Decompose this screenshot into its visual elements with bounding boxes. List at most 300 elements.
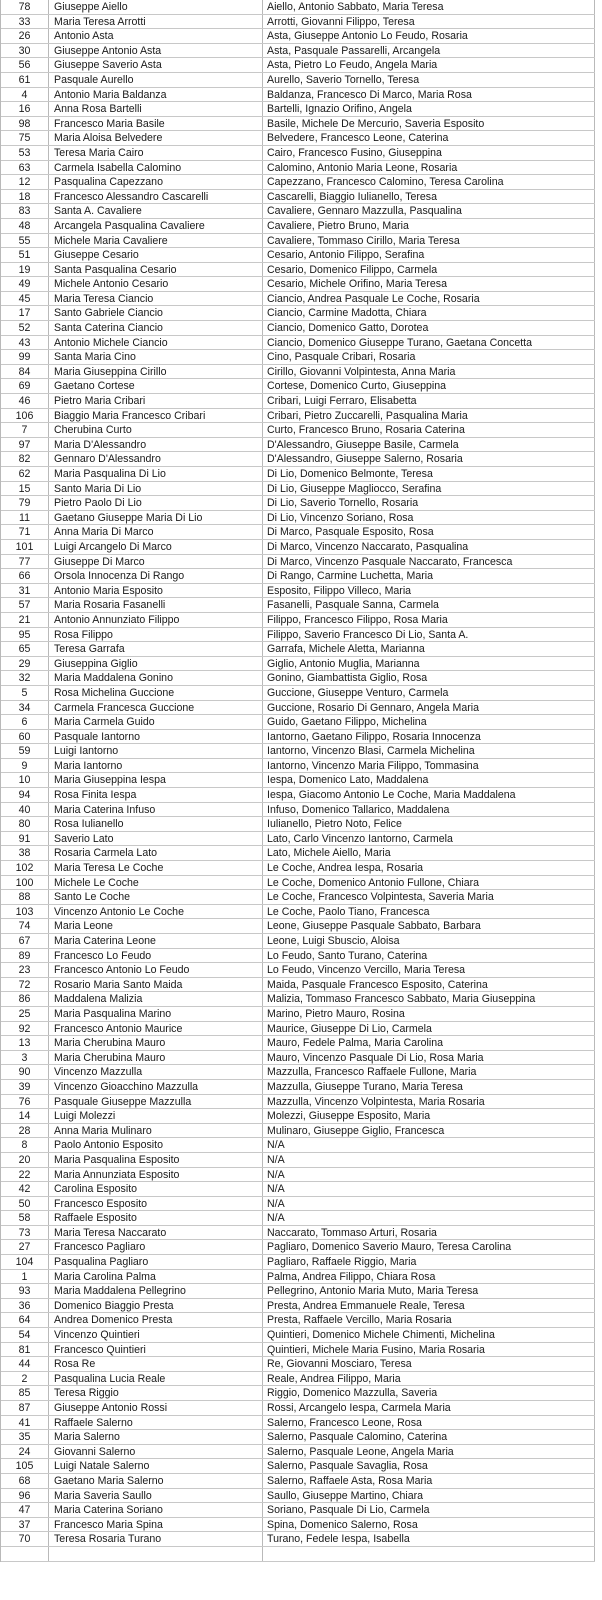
table-row[interactable]: [1, 1211, 595, 1226]
table-row[interactable]: [1, 1197, 595, 1212]
parents-cell[interactable]: Soriano, Pasquale Di Lio, Carmela: [263, 1503, 595, 1517]
table-row[interactable]: [1, 1168, 595, 1183]
table-row[interactable]: [1, 248, 595, 263]
table-row[interactable]: [1, 744, 595, 759]
table-row[interactable]: [1, 1080, 595, 1095]
table-row[interactable]: [1, 1065, 595, 1080]
record-id-cell[interactable]: 19: [1, 263, 49, 277]
child-name-cell[interactable]: Maria Leone: [49, 919, 263, 933]
child-name-cell[interactable]: Maria Caterina Infuso: [49, 803, 263, 817]
table-row[interactable]: [1, 117, 595, 132]
parents-cell[interactable]: Iespa, Giacomo Antonio Le Coche, Maria Maddalena: [263, 788, 595, 802]
child-name-cell[interactable]: Pasqualina Capezzano: [49, 175, 263, 189]
record-id-cell[interactable]: 50: [1, 1197, 49, 1211]
parents-cell[interactable]: D'Alessandro, Giuseppe Salerno, Rosaria: [263, 452, 595, 466]
table-row[interactable]: [1, 1270, 595, 1285]
record-id-cell[interactable]: 24: [1, 1445, 49, 1459]
record-id-cell[interactable]: 22: [1, 1168, 49, 1182]
table-row[interactable]: [1, 861, 595, 876]
child-name-cell[interactable]: Carmela Isabella Calomino: [49, 161, 263, 175]
table-row[interactable]: [1, 1124, 595, 1139]
table-row[interactable]: [1, 58, 595, 73]
child-name-cell[interactable]: Carmela Francesca Guccione: [49, 701, 263, 715]
record-id-cell[interactable]: 62: [1, 467, 49, 481]
child-name-cell[interactable]: Francesco Pagliaro: [49, 1240, 263, 1254]
table-row[interactable]: [1, 832, 595, 847]
table-row[interactable]: [1, 1284, 595, 1299]
record-id-cell[interactable]: 53: [1, 146, 49, 160]
table-row[interactable]: [1, 584, 595, 599]
record-id-cell[interactable]: 55: [1, 234, 49, 248]
parents-cell[interactable]: Presta, Raffaele Vercillo, Maria Rosaria: [263, 1313, 595, 1327]
child-name-cell[interactable]: Pasquale Aurello: [49, 73, 263, 87]
parents-cell[interactable]: N/A: [263, 1197, 595, 1211]
child-name-cell[interactable]: Maria Carmela Guido: [49, 715, 263, 729]
parents-cell[interactable]: Fasanelli, Pasquale Sanna, Carmela: [263, 598, 595, 612]
child-name-cell[interactable]: Paolo Antonio Esposito: [49, 1138, 263, 1152]
table-row[interactable]: [1, 1226, 595, 1241]
table-row[interactable]: [1, 175, 595, 190]
parents-cell[interactable]: Asta, Pietro Lo Feudo, Angela Maria: [263, 58, 595, 72]
child-name-cell[interactable]: Santa A. Cavaliere: [49, 204, 263, 218]
child-name-cell[interactable]: Rosa Re: [49, 1357, 263, 1371]
parents-cell[interactable]: Salerno, Pasquale Calomino, Caterina: [263, 1430, 595, 1444]
parents-cell[interactable]: N/A: [263, 1153, 595, 1167]
record-id-cell[interactable]: 17: [1, 306, 49, 320]
record-id-cell[interactable]: 80: [1, 817, 49, 831]
table-row[interactable]: [1, 715, 595, 730]
parents-cell[interactable]: Cavaliere, Gennaro Mazzulla, Pasqualina: [263, 204, 595, 218]
child-name-cell[interactable]: Rosa Finita Iespa: [49, 788, 263, 802]
table-row[interactable]: [1, 467, 595, 482]
record-id-cell[interactable]: 99: [1, 350, 49, 364]
table-row[interactable]: [1, 1022, 595, 1037]
table-row[interactable]: [1, 423, 595, 438]
parents-cell[interactable]: Bartelli, Ignazio Orifino, Angela: [263, 102, 595, 116]
table-row[interactable]: [1, 949, 595, 964]
record-id-cell[interactable]: 105: [1, 1459, 49, 1473]
table-row[interactable]: [1, 511, 595, 526]
table-row[interactable]: [1, 846, 595, 861]
parents-cell[interactable]: Asta, Pasquale Passarelli, Arcangela: [263, 44, 595, 58]
parents-cell[interactable]: Saullo, Giuseppe Martino, Chiara: [263, 1489, 595, 1503]
record-id-cell[interactable]: 76: [1, 1095, 49, 1109]
record-id-cell[interactable]: 43: [1, 336, 49, 350]
child-name-cell[interactable]: Francesco Antonio Maurice: [49, 1022, 263, 1036]
record-id-cell[interactable]: 40: [1, 803, 49, 817]
child-name-cell[interactable]: Giuseppina Giglio: [49, 657, 263, 671]
parents-cell[interactable]: D'Alessandro, Giuseppe Basile, Carmela: [263, 438, 595, 452]
child-name-cell[interactable]: Francesco Maria Basile: [49, 117, 263, 131]
parents-cell[interactable]: Quintieri, Michele Maria Fusino, Maria Rosaria: [263, 1343, 595, 1357]
parents-cell[interactable]: Iespa, Domenico Lato, Maddalena: [263, 773, 595, 787]
child-name-cell[interactable]: Santa Caterina Ciancio: [49, 321, 263, 335]
table-row[interactable]: [1, 190, 595, 205]
record-id-cell[interactable]: 38: [1, 846, 49, 860]
table-row[interactable]: [1, 350, 595, 365]
record-id-cell[interactable]: 46: [1, 394, 49, 408]
table-row[interactable]: [1, 1036, 595, 1051]
child-name-cell[interactable]: Saverio Lato: [49, 832, 263, 846]
record-id-cell[interactable]: 86: [1, 992, 49, 1006]
record-id-cell[interactable]: 69: [1, 379, 49, 393]
child-name-cell[interactable]: Maria Pasqualina Esposito: [49, 1153, 263, 1167]
child-name-cell[interactable]: Giuseppe Di Marco: [49, 555, 263, 569]
parents-cell[interactable]: Cesario, Antonio Filippo, Serafina: [263, 248, 595, 262]
child-name-cell[interactable]: Maria Iantorno: [49, 759, 263, 773]
record-id-cell[interactable]: 88: [1, 890, 49, 904]
parents-cell[interactable]: Mauro, Vincenzo Pasquale Di Lio, Rosa Maria: [263, 1051, 595, 1065]
record-id-cell[interactable]: 16: [1, 102, 49, 116]
child-name-cell[interactable]: Pietro Paolo Di Lio: [49, 496, 263, 510]
record-id-cell[interactable]: 57: [1, 598, 49, 612]
child-name-cell[interactable]: Gaetano Maria Salerno: [49, 1474, 263, 1488]
parents-cell[interactable]: Lo Feudo, Santo Turano, Caterina: [263, 949, 595, 963]
child-name-cell[interactable]: Maria Rosaria Fasanelli: [49, 598, 263, 612]
parents-cell[interactable]: Capezzano, Francesco Calomino, Teresa Carolina: [263, 175, 595, 189]
record-id-cell[interactable]: 102: [1, 861, 49, 875]
table-row[interactable]: [1, 1474, 595, 1489]
parents-cell[interactable]: Aurello, Saverio Tornello, Teresa: [263, 73, 595, 87]
parents-cell[interactable]: N/A: [263, 1138, 595, 1152]
record-id-cell[interactable]: 64: [1, 1313, 49, 1327]
table-row[interactable]: [1, 1109, 595, 1124]
parents-cell[interactable]: Cascarelli, Biaggio Iulianello, Teresa: [263, 190, 595, 204]
child-name-cell[interactable]: Vincenzo Quintieri: [49, 1328, 263, 1342]
child-name-cell[interactable]: Maria Salerno: [49, 1430, 263, 1444]
table-row[interactable]: [1, 263, 595, 278]
record-id-cell[interactable]: 60: [1, 730, 49, 744]
record-id-cell[interactable]: 39: [1, 1080, 49, 1094]
table-row[interactable]: [1, 963, 595, 978]
table-row[interactable]: [1, 277, 595, 292]
parents-cell[interactable]: Guccione, Rosario Di Gennaro, Angela Maria: [263, 701, 595, 715]
record-id-cell[interactable]: 87: [1, 1401, 49, 1415]
record-id-cell[interactable]: 82: [1, 452, 49, 466]
parents-cell[interactable]: Esposito, Filippo Villeco, Maria: [263, 584, 595, 598]
table-row[interactable]: [1, 219, 595, 234]
parents-cell[interactable]: Cairo, Francesco Fusino, Giuseppina: [263, 146, 595, 160]
record-id-cell[interactable]: 25: [1, 1007, 49, 1021]
child-name-cell[interactable]: Maria Teresa Arrotti: [49, 15, 263, 29]
table-row[interactable]: [1, 29, 595, 44]
record-id-cell[interactable]: 52: [1, 321, 49, 335]
parents-cell[interactable]: Gonino, Giambattista Giglio, Rosa: [263, 671, 595, 685]
child-name-cell[interactable]: Giuseppe Saverio Asta: [49, 58, 263, 72]
record-id-cell[interactable]: 6: [1, 715, 49, 729]
child-name-cell[interactable]: Vincenzo Antonio Le Coche: [49, 905, 263, 919]
child-name-cell[interactable]: Domenico Biaggio Presta: [49, 1299, 263, 1313]
parents-cell[interactable]: Le Coche, Domenico Antonio Fullone, Chiara: [263, 876, 595, 890]
table-row[interactable]: [1, 146, 595, 161]
record-id-cell[interactable]: 96: [1, 1489, 49, 1503]
parents-cell[interactable]: Salerno, Francesco Leone, Rosa: [263, 1416, 595, 1430]
child-name-cell[interactable]: Anna Maria Mulinaro: [49, 1124, 263, 1138]
record-id-cell[interactable]: 23: [1, 963, 49, 977]
parents-cell[interactable]: Garrafa, Michele Aletta, Marianna: [263, 642, 595, 656]
child-name-cell[interactable]: Carolina Esposito: [49, 1182, 263, 1196]
table-row[interactable]: [1, 306, 595, 321]
record-id-cell[interactable]: 92: [1, 1022, 49, 1036]
record-id-cell[interactable]: [1, 1547, 49, 1561]
record-id-cell[interactable]: 93: [1, 1284, 49, 1298]
table-row[interactable]: [1, 759, 595, 774]
parents-cell[interactable]: Di Lio, Vincenzo Soriano, Rosa: [263, 511, 595, 525]
record-id-cell[interactable]: 68: [1, 1474, 49, 1488]
parents-cell[interactable]: Di Lio, Giuseppe Magliocco, Serafina: [263, 482, 595, 496]
table-row[interactable]: [1, 1138, 595, 1153]
child-name-cell[interactable]: Anna Rosa Bartelli: [49, 102, 263, 116]
parents-cell[interactable]: Leone, Giuseppe Pasquale Sabbato, Barbara: [263, 919, 595, 933]
child-name-cell[interactable]: Teresa Riggio: [49, 1386, 263, 1400]
record-id-cell[interactable]: 3: [1, 1051, 49, 1065]
parents-cell[interactable]: Iantorno, Vincenzo Maria Filippo, Tommasina: [263, 759, 595, 773]
table-row[interactable]: [1, 204, 595, 219]
table-row[interactable]: [1, 438, 595, 453]
record-id-cell[interactable]: 21: [1, 613, 49, 627]
child-name-cell[interactable]: Maria Maddalena Gonino: [49, 671, 263, 685]
table-row[interactable]: [1, 1445, 595, 1460]
child-name-cell[interactable]: Santo Gabriele Ciancio: [49, 306, 263, 320]
record-id-cell[interactable]: 65: [1, 642, 49, 656]
record-id-cell[interactable]: 79: [1, 496, 49, 510]
record-id-cell[interactable]: 73: [1, 1226, 49, 1240]
table-row[interactable]: [1, 701, 595, 716]
parents-cell[interactable]: Salerno, Raffaele Asta, Rosa Maria: [263, 1474, 595, 1488]
child-name-cell[interactable]: Pasqualina Pagliaro: [49, 1255, 263, 1269]
table-row[interactable]: [1, 131, 595, 146]
table-row[interactable]: [1, 1095, 595, 1110]
table-row[interactable]: [1, 394, 595, 409]
parents-cell[interactable]: Cribari, Luigi Ferraro, Elisabetta: [263, 394, 595, 408]
parents-cell[interactable]: N/A: [263, 1182, 595, 1196]
table-row[interactable]: [1, 1386, 595, 1401]
parents-cell[interactable]: Pagliaro, Domenico Saverio Mauro, Teresa Carolina: [263, 1240, 595, 1254]
parents-cell[interactable]: Calomino, Antonio Maria Leone, Rosaria: [263, 161, 595, 175]
child-name-cell[interactable]: Michele Maria Cavaliere: [49, 234, 263, 248]
table-row[interactable]: [1, 1416, 595, 1431]
record-id-cell[interactable]: 4: [1, 88, 49, 102]
parents-cell[interactable]: Mazzulla, Vincenzo Volpintesta, Maria Rosaria: [263, 1095, 595, 1109]
parents-cell[interactable]: Guido, Gaetano Filippo, Michelina: [263, 715, 595, 729]
table-row[interactable]: [1, 598, 595, 613]
record-id-cell[interactable]: 59: [1, 744, 49, 758]
table-row[interactable]: [1, 919, 595, 934]
child-name-cell[interactable]: Teresa Garrafa: [49, 642, 263, 656]
child-name-cell[interactable]: Maria Giuseppina Iespa: [49, 773, 263, 787]
parents-cell[interactable]: Salerno, Pasquale Leone, Angela Maria: [263, 1445, 595, 1459]
table-row[interactable]: [1, 569, 595, 584]
child-name-cell[interactable]: Giovanni Salerno: [49, 1445, 263, 1459]
record-id-cell[interactable]: 66: [1, 569, 49, 583]
record-id-cell[interactable]: 54: [1, 1328, 49, 1342]
child-name-cell[interactable]: Luigi Natale Salerno: [49, 1459, 263, 1473]
child-name-cell[interactable]: Anna Maria Di Marco: [49, 525, 263, 539]
record-id-cell[interactable]: 56: [1, 58, 49, 72]
record-id-cell[interactable]: 75: [1, 131, 49, 145]
table-row[interactable]: [1, 15, 595, 30]
parents-cell[interactable]: Le Coche, Francesco Volpintesta, Saveria Maria: [263, 890, 595, 904]
parents-cell[interactable]: Cortese, Domenico Curto, Giuseppina: [263, 379, 595, 393]
record-id-cell[interactable]: 1: [1, 1270, 49, 1284]
parents-cell[interactable]: Cribari, Pietro Zuccarelli, Pasqualina Maria: [263, 409, 595, 423]
record-id-cell[interactable]: 89: [1, 949, 49, 963]
table-row[interactable]: [1, 1153, 595, 1168]
record-id-cell[interactable]: 27: [1, 1240, 49, 1254]
child-name-cell[interactable]: Arcangela Pasqualina Cavaliere: [49, 219, 263, 233]
parents-cell[interactable]: N/A: [263, 1211, 595, 1225]
record-id-cell[interactable]: 97: [1, 438, 49, 452]
parents-cell[interactable]: Ciancio, Carmine Madotta, Chiara: [263, 306, 595, 320]
parents-cell[interactable]: Mazzulla, Giuseppe Turano, Maria Teresa: [263, 1080, 595, 1094]
record-id-cell[interactable]: 5: [1, 686, 49, 700]
child-name-cell[interactable]: Giuseppe Antonio Asta: [49, 44, 263, 58]
record-id-cell[interactable]: 70: [1, 1532, 49, 1546]
table-row[interactable]: [1, 905, 595, 920]
child-name-cell[interactable]: Raffaele Esposito: [49, 1211, 263, 1225]
parents-cell[interactable]: Naccarato, Tommaso Arturi, Rosaria: [263, 1226, 595, 1240]
record-id-cell[interactable]: 14: [1, 1109, 49, 1123]
child-name-cell[interactable]: Francesco Esposito: [49, 1197, 263, 1211]
record-id-cell[interactable]: 10: [1, 773, 49, 787]
child-name-cell[interactable]: Pasqualina Lucia Reale: [49, 1372, 263, 1386]
child-name-cell[interactable]: Teresa Rosaria Turano: [49, 1532, 263, 1546]
child-name-cell[interactable]: Francesco Antonio Lo Feudo: [49, 963, 263, 977]
parents-cell[interactable]: Cino, Pasquale Cribari, Rosaria: [263, 350, 595, 364]
table-row[interactable]: [1, 452, 595, 467]
parents-cell[interactable]: Cavaliere, Pietro Bruno, Maria: [263, 219, 595, 233]
table-row[interactable]: [1, 409, 595, 424]
record-id-cell[interactable]: 85: [1, 1386, 49, 1400]
table-row[interactable]: [1, 788, 595, 803]
parents-cell[interactable]: Di Lio, Saverio Tornello, Rosaria: [263, 496, 595, 510]
table-row[interactable]: [1, 540, 595, 555]
child-name-cell[interactable]: Rosa Iulianello: [49, 817, 263, 831]
child-name-cell[interactable]: Maria Pasqualina Marino: [49, 1007, 263, 1021]
parents-cell[interactable]: Quintieri, Domenico Michele Chimenti, Michelina: [263, 1328, 595, 1342]
record-id-cell[interactable]: 20: [1, 1153, 49, 1167]
child-name-cell[interactable]: Luigi Iantorno: [49, 744, 263, 758]
child-name-cell[interactable]: Luigi Arcangelo Di Marco: [49, 540, 263, 554]
table-row[interactable]: [1, 1372, 595, 1387]
parents-cell[interactable]: Filippo, Francesco Filippo, Rosa Maria: [263, 613, 595, 627]
parents-cell[interactable]: Malizia, Tommaso Francesco Sabbato, Maria Giuseppina: [263, 992, 595, 1006]
table-row[interactable]: [1, 1313, 595, 1328]
parents-cell[interactable]: Di Marco, Vincenzo Pasquale Naccarato, Francesca: [263, 555, 595, 569]
child-name-cell[interactable]: Maria Caterina Leone: [49, 934, 263, 948]
table-row[interactable]: [1, 803, 595, 818]
table-row[interactable]: [1, 379, 595, 394]
child-name-cell[interactable]: Francesco Quintieri: [49, 1343, 263, 1357]
parents-cell[interactable]: Mulinaro, Giuseppe Giglio, Francesca: [263, 1124, 595, 1138]
record-id-cell[interactable]: 7: [1, 423, 49, 437]
record-id-cell[interactable]: 77: [1, 555, 49, 569]
child-name-cell[interactable]: Michele Le Coche: [49, 876, 263, 890]
record-id-cell[interactable]: 106: [1, 409, 49, 423]
child-name-cell[interactable]: Maddalena Malizia: [49, 992, 263, 1006]
child-name-cell[interactable]: Maria Giuseppina Cirillo: [49, 365, 263, 379]
parents-cell[interactable]: Lato, Michele Aiello, Maria: [263, 846, 595, 860]
table-row[interactable]: [1, 1503, 595, 1518]
record-id-cell[interactable]: 35: [1, 1430, 49, 1444]
parents-cell[interactable]: Guccione, Giuseppe Venturo, Carmela: [263, 686, 595, 700]
parents-cell[interactable]: Lo Feudo, Vincenzo Vercillo, Maria Teresa: [263, 963, 595, 977]
record-id-cell[interactable]: 2: [1, 1372, 49, 1386]
table-row[interactable]: [1, 1182, 595, 1197]
record-id-cell[interactable]: 18: [1, 190, 49, 204]
table-row[interactable]: [1, 1547, 595, 1562]
parents-cell[interactable]: Ciancio, Domenico Giuseppe Turano, Gaetana Concetta: [263, 336, 595, 350]
child-name-cell[interactable]: Luigi Molezzi: [49, 1109, 263, 1123]
parents-cell[interactable]: Iantorno, Gaetano Filippo, Rosaria Innocenza: [263, 730, 595, 744]
record-id-cell[interactable]: 51: [1, 248, 49, 262]
table-row[interactable]: [1, 642, 595, 657]
record-id-cell[interactable]: 81: [1, 1343, 49, 1357]
record-id-cell[interactable]: 12: [1, 175, 49, 189]
child-name-cell[interactable]: Antonio Michele Ciancio: [49, 336, 263, 350]
record-id-cell[interactable]: 71: [1, 525, 49, 539]
child-name-cell[interactable]: Giuseppe Aiello: [49, 0, 263, 14]
table-row[interactable]: [1, 1401, 595, 1416]
child-name-cell[interactable]: Teresa Maria Cairo: [49, 146, 263, 160]
child-name-cell[interactable]: Maria Maddalena Pellegrino: [49, 1284, 263, 1298]
parents-cell[interactable]: Riggio, Domenico Mazzulla, Saveria: [263, 1386, 595, 1400]
child-name-cell[interactable]: Maria Cherubina Mauro: [49, 1036, 263, 1050]
parents-cell[interactable]: Spina, Domenico Salerno, Rosa: [263, 1518, 595, 1532]
parents-cell[interactable]: Di Marco, Pasquale Esposito, Rosa: [263, 525, 595, 539]
table-row[interactable]: [1, 657, 595, 672]
parents-cell[interactable]: Belvedere, Francesco Leone, Caterina: [263, 131, 595, 145]
child-name-cell[interactable]: Maria Pasqualina Di Lio: [49, 467, 263, 481]
child-name-cell[interactable]: Vincenzo Gioacchino Mazzulla: [49, 1080, 263, 1094]
child-name-cell[interactable]: Antonio Asta: [49, 29, 263, 43]
table-row[interactable]: [1, 365, 595, 380]
record-id-cell[interactable]: 101: [1, 540, 49, 554]
child-name-cell[interactable]: Maria D'Alessandro: [49, 438, 263, 452]
parents-cell[interactable]: Maurice, Giuseppe Di Lio, Carmela: [263, 1022, 595, 1036]
parents-cell[interactable]: Turano, Fedele Iespa, Isabella: [263, 1532, 595, 1546]
table-row[interactable]: [1, 876, 595, 891]
table-row[interactable]: [1, 1430, 595, 1445]
parents-cell[interactable]: Iantorno, Vincenzo Blasi, Carmela Michelina: [263, 744, 595, 758]
parents-cell[interactable]: Basile, Michele De Mercurio, Saveria Esposito: [263, 117, 595, 131]
record-id-cell[interactable]: 8: [1, 1138, 49, 1152]
parents-cell[interactable]: Lato, Carlo Vincenzo Iantorno, Carmela: [263, 832, 595, 846]
table-row[interactable]: [1, 0, 595, 15]
table-row[interactable]: [1, 671, 595, 686]
parents-cell[interactable]: Pellegrino, Antonio Maria Muto, Maria Teresa: [263, 1284, 595, 1298]
record-id-cell[interactable]: 48: [1, 219, 49, 233]
table-row[interactable]: [1, 1299, 595, 1314]
child-name-cell[interactable]: Maria Annunziata Esposito: [49, 1168, 263, 1182]
table-row[interactable]: [1, 1459, 595, 1474]
parents-cell[interactable]: Mazzulla, Francesco Raffaele Fullone, Maria: [263, 1065, 595, 1079]
child-name-cell[interactable]: Raffaele Salerno: [49, 1416, 263, 1430]
record-id-cell[interactable]: 95: [1, 628, 49, 642]
parents-cell[interactable]: Leone, Luigi Sbuscio, Aloisa: [263, 934, 595, 948]
parents-cell[interactable]: Reale, Andrea Filippo, Maria: [263, 1372, 595, 1386]
parents-cell[interactable]: Ciancio, Andrea Pasquale Le Coche, Rosaria: [263, 292, 595, 306]
record-id-cell[interactable]: 37: [1, 1518, 49, 1532]
parents-cell[interactable]: Arrotti, Giovanni Filippo, Teresa: [263, 15, 595, 29]
parents-cell[interactable]: Le Coche, Paolo Tiano, Francesca: [263, 905, 595, 919]
child-name-cell[interactable]: Biaggio Maria Francesco Cribari: [49, 409, 263, 423]
record-id-cell[interactable]: 61: [1, 73, 49, 87]
record-id-cell[interactable]: 15: [1, 482, 49, 496]
child-name-cell[interactable]: Andrea Domenico Presta: [49, 1313, 263, 1327]
child-name-cell[interactable]: Orsola Innocenza Di Rango: [49, 569, 263, 583]
record-id-cell[interactable]: 100: [1, 876, 49, 890]
